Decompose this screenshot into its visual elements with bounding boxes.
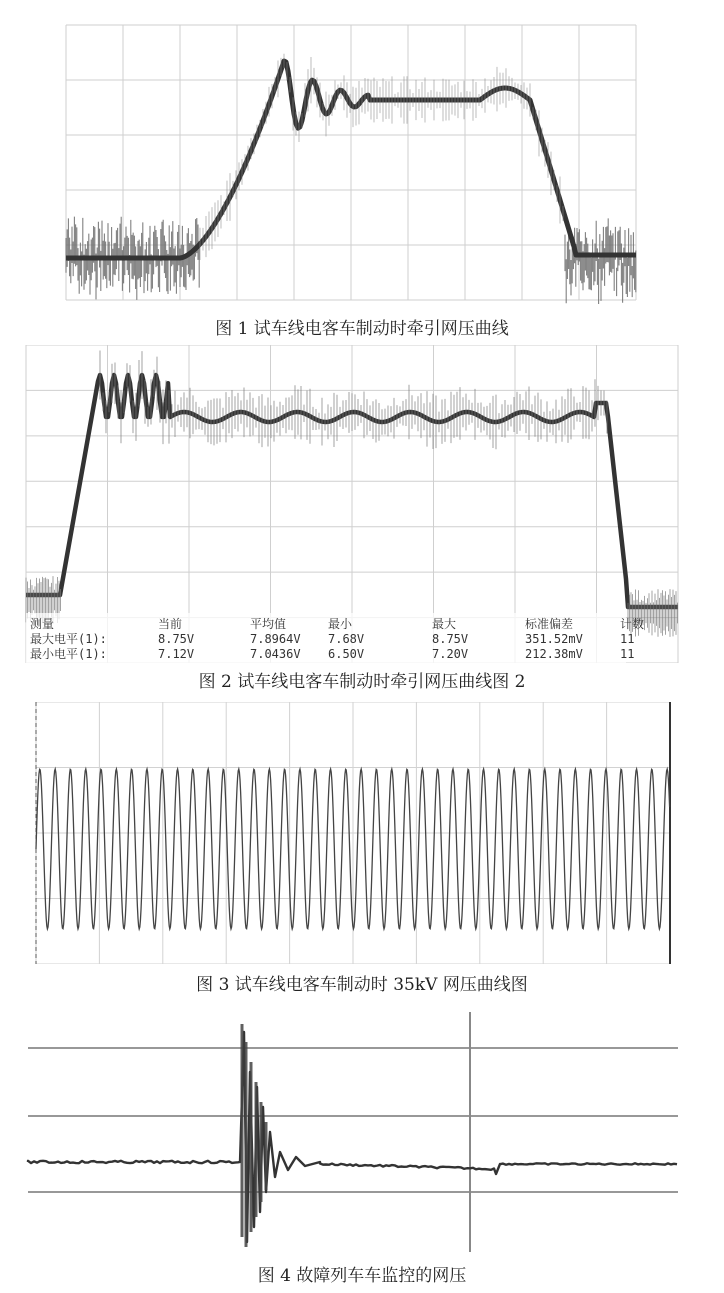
figure-3 (0, 702, 724, 964)
fig3-plot (0, 702, 724, 964)
measurement-header: 计数 (620, 617, 645, 631)
measurement-cell: 7.0436V (250, 647, 301, 661)
measurement-cell: 7.68V (328, 632, 365, 646)
measurement-header: 平均值 (250, 617, 287, 631)
measurement-cell: 7.12V (158, 647, 195, 661)
fig1-plot (0, 0, 724, 305)
measurement-cell: 11 (620, 647, 635, 661)
measurement-cell: 212.38mV (525, 647, 583, 661)
fig4-plot (0, 1012, 724, 1252)
figure-1-caption: 图 1 试车线电客车制动时牵引网压曲线 (215, 319, 509, 339)
measurement-header: 最大 (432, 617, 457, 631)
figure-2-caption: 图 2 试车线电客车制动时牵引网压曲线图 2 (198, 672, 526, 692)
measurement-cell: 8.75V (432, 632, 469, 646)
measurement-cell: 最大电平(1): (30, 632, 107, 646)
figure-4 (0, 1012, 724, 1252)
measurement-header: 当前 (158, 617, 183, 631)
measurement-cell: 8.75V (158, 632, 195, 646)
figure-4-caption: 图 4 故障列车车监控的网压 (257, 1266, 467, 1286)
fig2-measurement-table (26, 613, 644, 663)
measurement-header: 标准偏差 (525, 617, 574, 631)
figure-2 (0, 345, 724, 663)
measurement-cell: 7.8964V (250, 632, 301, 646)
measurement-cell: 最小电平(1): (30, 647, 107, 661)
figure-3-caption: 图 3 试车线电客车制动时 35kV 网压曲线图 (196, 975, 528, 995)
fig4-grid (28, 1012, 678, 1252)
fig2-plot (0, 345, 724, 663)
measurement-header: 测量 (30, 617, 55, 631)
measurement-cell: 11 (620, 632, 635, 646)
measurement-cell: 6.50V (328, 647, 365, 661)
figure-1 (0, 0, 724, 305)
fig4-trace (28, 1024, 677, 1247)
measurement-cell: 351.52mV (525, 632, 583, 646)
measurement-cell: 7.20V (432, 647, 469, 661)
measurement-header: 最小 (328, 617, 353, 631)
